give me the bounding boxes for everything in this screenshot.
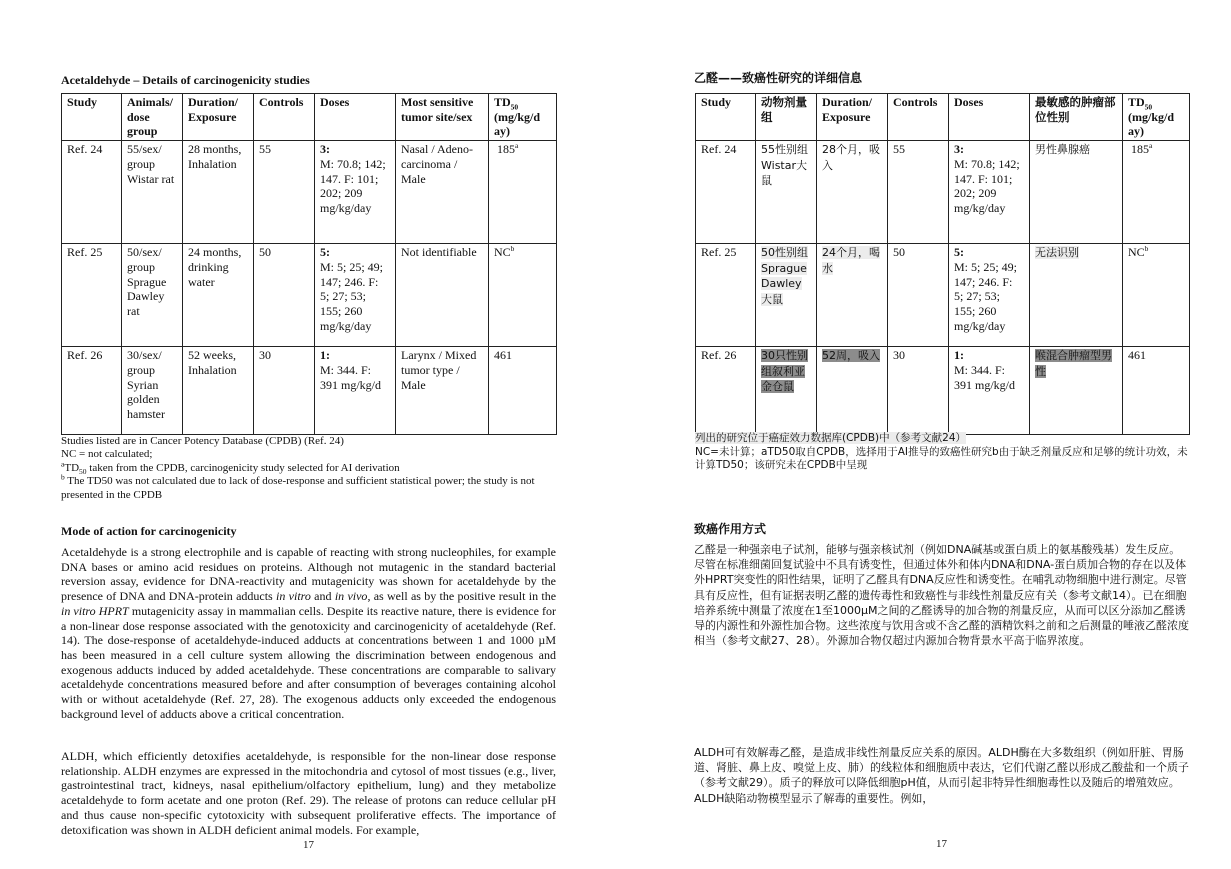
right-page <box>616 0 1231 869</box>
section-heading: Mode of action for carcinogenicity <box>61 524 237 538</box>
footnote-text: 列出的研究位于癌症效力数据库(CPDB)中（参考文献24） <box>695 432 967 444</box>
table-footnotes <box>61 435 556 502</box>
footnote-td: TD <box>64 461 80 474</box>
cell-study: Ref. 24 <box>62 141 122 244</box>
cell-controls: 55 <box>254 141 315 244</box>
dose-detail: M: 5; 25; 49; 147; 246. F: 5; 27; 53; 155; 260 mg/kg/day <box>320 259 384 333</box>
cell-td50 <box>489 141 557 244</box>
cell-text: 喉混合肿瘤型男性 <box>1035 349 1112 378</box>
footnote-line: NC = not calculated; <box>61 448 153 461</box>
cell-doses <box>949 244 1030 347</box>
cell-td50 <box>1123 244 1190 347</box>
footnote-mark: b <box>61 472 65 482</box>
cell-study: Ref. 26 <box>696 347 756 435</box>
paragraph-text: and <box>310 589 335 604</box>
cell-animals: 55/sex/ group Wistar rat <box>122 141 183 244</box>
dose-detail: M: 70.8; 142; 147. F: 101; 202; 209 mg/kg/day <box>320 156 386 215</box>
footnote-text: The TD50 was not calculated due to lack of dose-response and sufficient statistical power; the study is not presented in the CPDB <box>61 475 535 501</box>
cell-duration <box>817 244 888 347</box>
table-header-row <box>696 94 1190 141</box>
col-header-study: Study <box>696 94 756 141</box>
cell-tumor <box>1030 244 1123 347</box>
table-title: 乙醛——致癌性研究的详细信息 <box>694 71 863 85</box>
footnote-sub: 50 <box>79 467 87 476</box>
dose-detail: M: 5; 25; 49; 147; 246. F: 5; 27; 53; 155; 260 mg/kg/day <box>954 259 1018 333</box>
table-row <box>696 244 1190 347</box>
table-row <box>696 347 1190 435</box>
table-row <box>62 347 557 435</box>
dose-detail: M: 344. F: 391 mg/kg/d <box>320 362 382 392</box>
cell-text: 50性别组SpragueDawley大鼠 <box>761 246 808 306</box>
cell-duration: 28 months, Inhalation <box>183 141 254 244</box>
table-row <box>696 141 1190 244</box>
paragraph: ALDH可有效解毒乙醛，是造成非线性剂量反应关系的原因。ALDH酶在大多数组织（例如肝脏、胃肠道、肾脏、鼻上皮、嗅觉上皮、肺）的线粒体和细胞质中表达，它们代谢乙醛以形成乙酸盐和一个质子（参考文献29）。质子的释放可以降低细胞pH值，从而引起非特异性细胞毒性以及随后的增殖效应。ALDH缺陷动物模型显示了解毒的重要性。例如， <box>694 746 1189 805</box>
col-header-study: Study <box>62 94 122 141</box>
cell-tumor: Not identifiable <box>396 244 489 347</box>
cell-text: 30只性别组叙利亚金仓鼠 <box>761 349 808 394</box>
cell-doses <box>315 244 396 347</box>
cell-controls: 55 <box>888 141 949 244</box>
col-header-controls: Controls <box>888 94 949 141</box>
cell-doses <box>315 347 396 435</box>
table-row <box>62 141 557 244</box>
cell-animals <box>756 141 817 244</box>
cell-td50 <box>1123 141 1190 244</box>
cell-duration <box>817 141 888 244</box>
cell-controls: 30 <box>254 347 315 435</box>
dose-count: 3: <box>320 142 330 157</box>
footnote-text: taken from the CPDB, carcinogenicity study selected for AI derivation <box>86 461 400 474</box>
italic-term: in vitro HPRT <box>61 603 129 618</box>
td50-footnote-mark: b <box>1144 244 1149 254</box>
cell-tumor: Nasal / Adeno-carcinoma / Male <box>396 141 489 244</box>
dose-count: 1: <box>954 348 964 363</box>
cell-text: 55性别组Wistar大鼠 <box>761 143 808 188</box>
paragraph-text: , as well as by the positive result in the <box>367 589 557 604</box>
paragraph <box>61 545 556 721</box>
col-header-doses: Doses <box>315 94 396 141</box>
cell-tumor <box>1030 347 1123 435</box>
td50-value: 185 <box>1131 142 1149 157</box>
dose-count: 5: <box>320 245 330 260</box>
col-header-tumor: Most sensitive tumor site/sex <box>396 94 489 141</box>
cell-animals <box>756 244 817 347</box>
cell-text: 男性鼻腺癌 <box>1035 143 1090 157</box>
cell-animals: 50/sex/ group Sprague Dawley rat <box>122 244 183 347</box>
cell-tumor: Larynx / Mixed tumor type / Male <box>396 347 489 435</box>
footnote-mark: a <box>61 459 65 469</box>
col-header-animals: Animals/ dose group <box>122 94 183 141</box>
dose-count: 3: <box>954 142 964 157</box>
cell-doses <box>949 141 1030 244</box>
cell-text: 28个月，吸入 <box>822 143 880 172</box>
col-header-td50: $TD_{50}$ (mg/kg/d ay) <box>1123 94 1190 141</box>
col-header-duration: Duration/ Exposure <box>183 94 254 141</box>
page-number: 17 <box>303 839 314 851</box>
paragraph-text: mutagenicity assay in mammalian cells. Despite its reactive nature, there is evidence for a non-linear dose response associated with the genotoxicity and carcinogenicity of acetaldehyde (Ref. 14). The dose-response of acetaldehyde-induced adducts at concentrations between 1 and 1000 µM has been measured in a cell culture system allowing the discrimination between endogenous and exogenous adducts induced by added acetaldehyde. These concentrations are comparable to salivary acetaldehyde concentrations measured before and after consumption of beverages containing alcohol with or without acetaldehyde (Ref. 27, 28). The exogenous adducts only exceeded the endogenous background level of adducts above a critical concentration. <box>61 603 556 721</box>
paragraph: ALDH, which efficiently detoxifies acetaldehyde, is responsible for the non-linear dose response relationship. ALDH enzymes are expressed in the mitochondria and cytosol of most tissues (e.g., liver, gastrointestinal tract, kidneys, nasal epithelium/olfactory epithelium, lung) and they metabolize acetaldehyde to form acetate and one proton (Ref. 29). The release of protons can reduce cellular pH and thus cause non-specific cytotoxicity with subsequent proliferative effects. The importance of detoxification was shown in ALDH deficient animal models. For example, <box>61 749 556 837</box>
paragraph-text: Acetaldehyde is a strong electrophile and is capable of reacting with strong nucleophiles, for example DNA bases or amino acid residues on proteins. Although not mutagenic in the standard bacterial reversion assay, evidence for DNA-reactivity and mutagenicity was shown for acetaldehyde by the presence of DNA and DNA-protein adducts <box>61 545 556 604</box>
cell-duration: 24 months, drinking water <box>183 244 254 347</box>
cell-text: 24个月，喝水 <box>822 246 880 275</box>
cell-study: Ref. 26 <box>62 347 122 435</box>
left-page <box>0 0 615 869</box>
td50-footnote-mark: b <box>510 244 515 254</box>
col-header-doses: Doses <box>949 94 1030 141</box>
cell-td50 <box>489 244 557 347</box>
dose-detail: M: 70.8; 142; 147. F: 101; 202; 209 mg/kg/day <box>954 156 1020 215</box>
cell-doses <box>949 347 1030 435</box>
footnote-line <box>61 459 556 476</box>
cell-duration <box>817 347 888 435</box>
table-title: Acetaldehyde – Details of carcinogenicity studies <box>61 73 310 87</box>
italic-term: in vivo <box>334 589 368 604</box>
td50-value: NC <box>1128 245 1145 260</box>
cell-doses <box>315 141 396 244</box>
col-header-duration: Duration/ Exposure <box>817 94 888 141</box>
col-header-tumor <box>1030 94 1123 141</box>
cell-study: Ref. 25 <box>696 244 756 347</box>
cell-animals: 30/sex/ group Syrian golden hamster <box>122 347 183 435</box>
footnote-line <box>61 472 556 502</box>
cell-controls: 50 <box>254 244 315 347</box>
td50-footnote-mark: a <box>1149 141 1153 151</box>
footnote-line: NC=未计算；aTD50取自CPDB，选择用于AI推导的致癌性研究b由于缺乏剂量反应和足够的统计功效，未计算TD50；该研究未在CPDB中呈现 <box>695 445 1188 472</box>
cell-controls: 50 <box>888 244 949 347</box>
carcinogenicity-table <box>61 93 557 435</box>
cell-text: 52周，吸入 <box>822 349 880 363</box>
td50-value: 461 <box>494 348 512 363</box>
td50-value: 461 <box>1128 348 1146 363</box>
footnote-line <box>695 432 1195 446</box>
col-header-controls: Controls <box>254 94 315 141</box>
td50-value: 185 <box>497 142 515 157</box>
td50-footnote-mark: a <box>515 141 519 151</box>
cell-td50 <box>1123 347 1190 435</box>
cell-study: Ref. 25 <box>62 244 122 347</box>
carcinogenicity-table-translated <box>695 93 1190 435</box>
cell-animals <box>756 347 817 435</box>
italic-term: in vitro <box>276 589 311 604</box>
footnote-line: Studies listed are in Cancer Potency Database (CPDB) (Ref. 24) <box>61 435 344 447</box>
td50-value: NC <box>494 245 511 260</box>
col-header-td50: $TD_{50}$ (mg/kg/d ay) <box>489 94 557 141</box>
cell-controls: 30 <box>888 347 949 435</box>
dose-count: 1: <box>320 348 330 363</box>
header-text: 最敏感的肿瘤部位性别 <box>1035 95 1116 124</box>
section-heading: 致癌作用方式 <box>694 522 767 536</box>
cell-tumor <box>1030 141 1123 244</box>
paragraph: 乙醛是一种强亲电子试剂，能够与强亲核试剂（例如DNA碱基或蛋白质上的氨基酸残基）发生反应。尽管在标准细菌回复试验中不具有诱变性，但通过体外和体内DNA和DNA-蛋白质加合物的存在以及体外HPRT突变性的阳性结果，证明了乙醛具有DNA反应性和诱变性。在哺乳动物细胞中进行测定。尽管具有反应性，但有证据表明乙醛的遗传毒性和致癌性与非线性剂量反应有关（参考文献14）。已在细胞培养系统中测量了浓度在1至1000μM之间的乙醛诱导的加合物的剂量反应，从而可以区分添加乙醛诱导的内源性和外源性加合物。这些浓度与饮用含或不含乙醛的酒精饮料之前和之后测量的唾液乙醛浓度相当（参考文献27、28）。外源加合物仅超过内源加合物背景水平高于临界浓度。 <box>694 543 1189 648</box>
cell-duration: 52 weeks, Inhalation <box>183 347 254 435</box>
table-footnotes <box>695 432 1195 473</box>
table-row <box>62 244 557 347</box>
table-header-row <box>62 94 557 141</box>
dose-detail: M: 344. F: 391 mg/kg/d <box>954 362 1016 392</box>
cell-text: 无法识别 <box>1035 246 1079 260</box>
cell-td50 <box>489 347 557 435</box>
col-header-animals <box>756 94 817 141</box>
dose-count: 5: <box>954 245 964 260</box>
page-number: 17 <box>936 838 947 850</box>
cell-study: Ref. 24 <box>696 141 756 244</box>
header-text: 动物剂量组 <box>761 95 807 124</box>
